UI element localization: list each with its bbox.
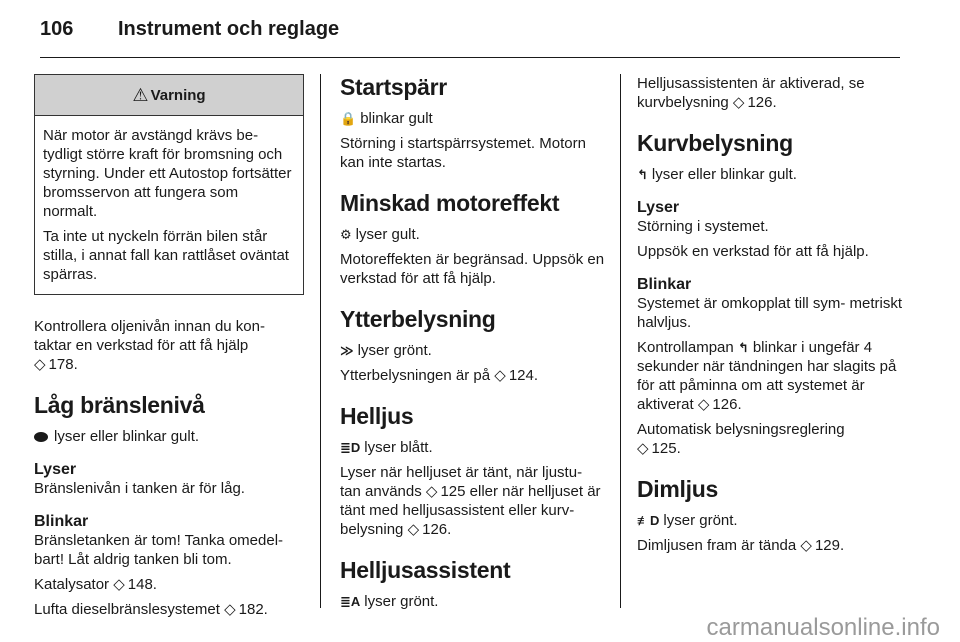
- indicator-line: [340, 438, 606, 457]
- high-beam-icon: ≣D: [340, 440, 361, 455]
- indicator-text: lyser eller blinkar gult.: [651, 166, 797, 183]
- page-ref-icon: ◇: [697, 396, 710, 413]
- blinkar-paragraph: [637, 338, 905, 414]
- fuel-indicator-line: [34, 427, 304, 446]
- column-divider-1: [320, 74, 321, 608]
- sidelights-icon: ≫: [340, 343, 354, 358]
- page-ref-link[interactable]: 178.: [48, 356, 78, 373]
- highbeam-text-continued: 125 eller när helljuset är tänt med helljusassistent eller kurv- belysning: [340, 483, 601, 538]
- warning-header: [35, 75, 303, 116]
- page-ref-link[interactable]: 126.: [747, 94, 777, 111]
- page-ref-link[interactable]: 125.: [651, 440, 681, 457]
- fog-paragraph: [637, 536, 905, 555]
- page-ref-link[interactable]: 126.: [712, 396, 742, 413]
- warning-body: [35, 116, 303, 294]
- page-ref-icon: ◇: [34, 356, 46, 373]
- engine-icon: ⚙: [340, 227, 352, 242]
- page-title: Instrument och reglage: [118, 18, 340, 40]
- catalyst-paragraph: [34, 575, 304, 594]
- section-heading-startsparr: Startspärr: [340, 74, 447, 100]
- oil-paragraph: [34, 317, 304, 374]
- column-3: [637, 74, 905, 561]
- indicator-text: lyser grönt.: [364, 593, 439, 610]
- indicator-line: [340, 592, 606, 611]
- subheading-lyser: Lyser: [637, 199, 680, 216]
- indicator-line: [340, 109, 606, 128]
- page-ref-icon: ◇: [732, 94, 745, 111]
- fuel-level-icon: [34, 432, 48, 442]
- high-beam-assist-icon: ≣A: [340, 594, 361, 609]
- page-ref-icon: ◇: [224, 601, 236, 618]
- highbeam-text: Lyser när helljuset är tänt, när ljustu- tan används: [340, 464, 583, 500]
- indicator-text: lyser blått.: [364, 439, 433, 456]
- power-text: Motoreffekten är begränsad. Uppsök en verkstad för att få hjälp.: [340, 251, 605, 287]
- page-ref-icon: ◇: [425, 483, 438, 500]
- fog-text: Dimljusen fram är tända: [637, 537, 797, 554]
- blinkar-text-continued: blinkar i ungefär 4 sekunder när tändningen har slagits på för att påminna om att systemet är aktiverat: [637, 339, 897, 413]
- indicator-text: lyser eller blinkar gult.: [54, 428, 200, 445]
- catalyst-text: Katalysator: [34, 576, 110, 593]
- section-heading-fog: Dimljus: [637, 476, 718, 502]
- warning-box: [34, 74, 304, 295]
- subheading-blinkar: Blinkar: [637, 276, 692, 293]
- page-ref-icon: ◇: [113, 576, 125, 593]
- indicator-line: [637, 511, 905, 530]
- warning-paragraph: När motor är avstängd krävs be- tydligt större kraft för bromsning och styrning. Under ett Autostop fortsätter bromsservon att fungera som normalt.: [43, 127, 292, 220]
- page-ref-link[interactable]: 182.: [238, 601, 268, 618]
- startsparr-text: Störning i startspärrsystemet. Motorn kan inte startas.: [340, 135, 586, 171]
- column-2: [340, 74, 606, 617]
- column-1: [34, 74, 304, 625]
- oil-text: Kontrollera oljenivån innan du kon- taktar en verkstad för att få hjälp: [34, 318, 265, 354]
- page-ref-icon: ◇: [494, 367, 506, 384]
- section-heading-power: Minskad motoreffekt: [340, 190, 560, 216]
- assist-paragraph: [637, 74, 905, 112]
- watermark: carmanualsonline.info: [706, 614, 940, 641]
- indicator-text: lyser gult.: [355, 226, 420, 243]
- curve-light-icon: ↰: [637, 167, 648, 182]
- exterior-text: Ytterbelysningen är på: [340, 367, 491, 384]
- indicator-text: blinkar gult: [360, 110, 433, 127]
- lyser-text: Uppsök en verkstad för att få hjälp.: [637, 243, 869, 260]
- bleed-text: Lufta dieselbränslesystemet: [34, 601, 220, 618]
- blinkar-text: Kontrollampan: [637, 339, 734, 356]
- auto-paragraph: [637, 420, 905, 458]
- curve-light-icon: ↰: [737, 340, 749, 355]
- page-ref-link[interactable]: 129.: [814, 537, 845, 554]
- warning-paragraph: Ta inte ut nyckeln förrän bilen står stilla, i annat fall kan rattlåset oväntat spärras.: [43, 228, 289, 283]
- section-heading-assist: Helljusassistent: [340, 557, 511, 583]
- highbeam-paragraph: [340, 463, 606, 539]
- warning-icon: ⚠: [132, 84, 149, 105]
- auto-text: Automatisk belysningsreglering: [637, 421, 845, 438]
- blinkar-text: Systemet är omkopplat till sym- metriskt halvljus.: [637, 295, 903, 331]
- exterior-paragraph: [340, 366, 606, 385]
- section-heading-exterior: Ytterbelysning: [340, 306, 496, 332]
- page-ref-link[interactable]: 126.: [422, 521, 452, 538]
- page-ref-link[interactable]: 148.: [127, 576, 157, 593]
- subheading-blinkar: Blinkar: [34, 513, 89, 530]
- indicator-text: lyser grönt.: [357, 342, 432, 359]
- page-ref-link[interactable]: 124.: [508, 367, 539, 384]
- page-ref-icon: ◇: [637, 440, 649, 457]
- warning-title: Varning: [150, 86, 206, 104]
- subheading-lyser: Lyser: [34, 461, 77, 478]
- lyser-text: Störning i systemet.: [637, 218, 769, 235]
- page-ref-icon: ◇: [800, 537, 812, 554]
- header-divider: [40, 57, 900, 58]
- indicator-line: [340, 225, 606, 244]
- section-heading-highbeam: Helljus: [340, 403, 414, 429]
- fog-light-icon: ≢D: [637, 513, 660, 528]
- section-heading-fuel: Låg bränslenivå: [34, 392, 205, 418]
- indicator-line: [637, 165, 905, 184]
- indicator-line: [340, 341, 606, 360]
- lyser-text: Bränslenivån i tanken är för låg.: [34, 480, 245, 497]
- page-number: 106: [40, 18, 74, 40]
- section-heading-curve: Kurvbelysning: [637, 130, 793, 156]
- bleed-paragraph: [34, 600, 304, 619]
- assist-text: Helljusassistenten är aktiverad, se kurvbelysning: [637, 75, 865, 111]
- column-divider-2: [620, 74, 621, 608]
- immobilizer-icon: 🔒: [340, 111, 357, 126]
- page-ref-icon: ◇: [407, 521, 420, 538]
- blinkar-text: Bränsletanken är tom! Tanka omedel- bart! Låt aldrig tanken bli tom.: [34, 532, 284, 568]
- indicator-text: lyser grönt.: [663, 512, 738, 529]
